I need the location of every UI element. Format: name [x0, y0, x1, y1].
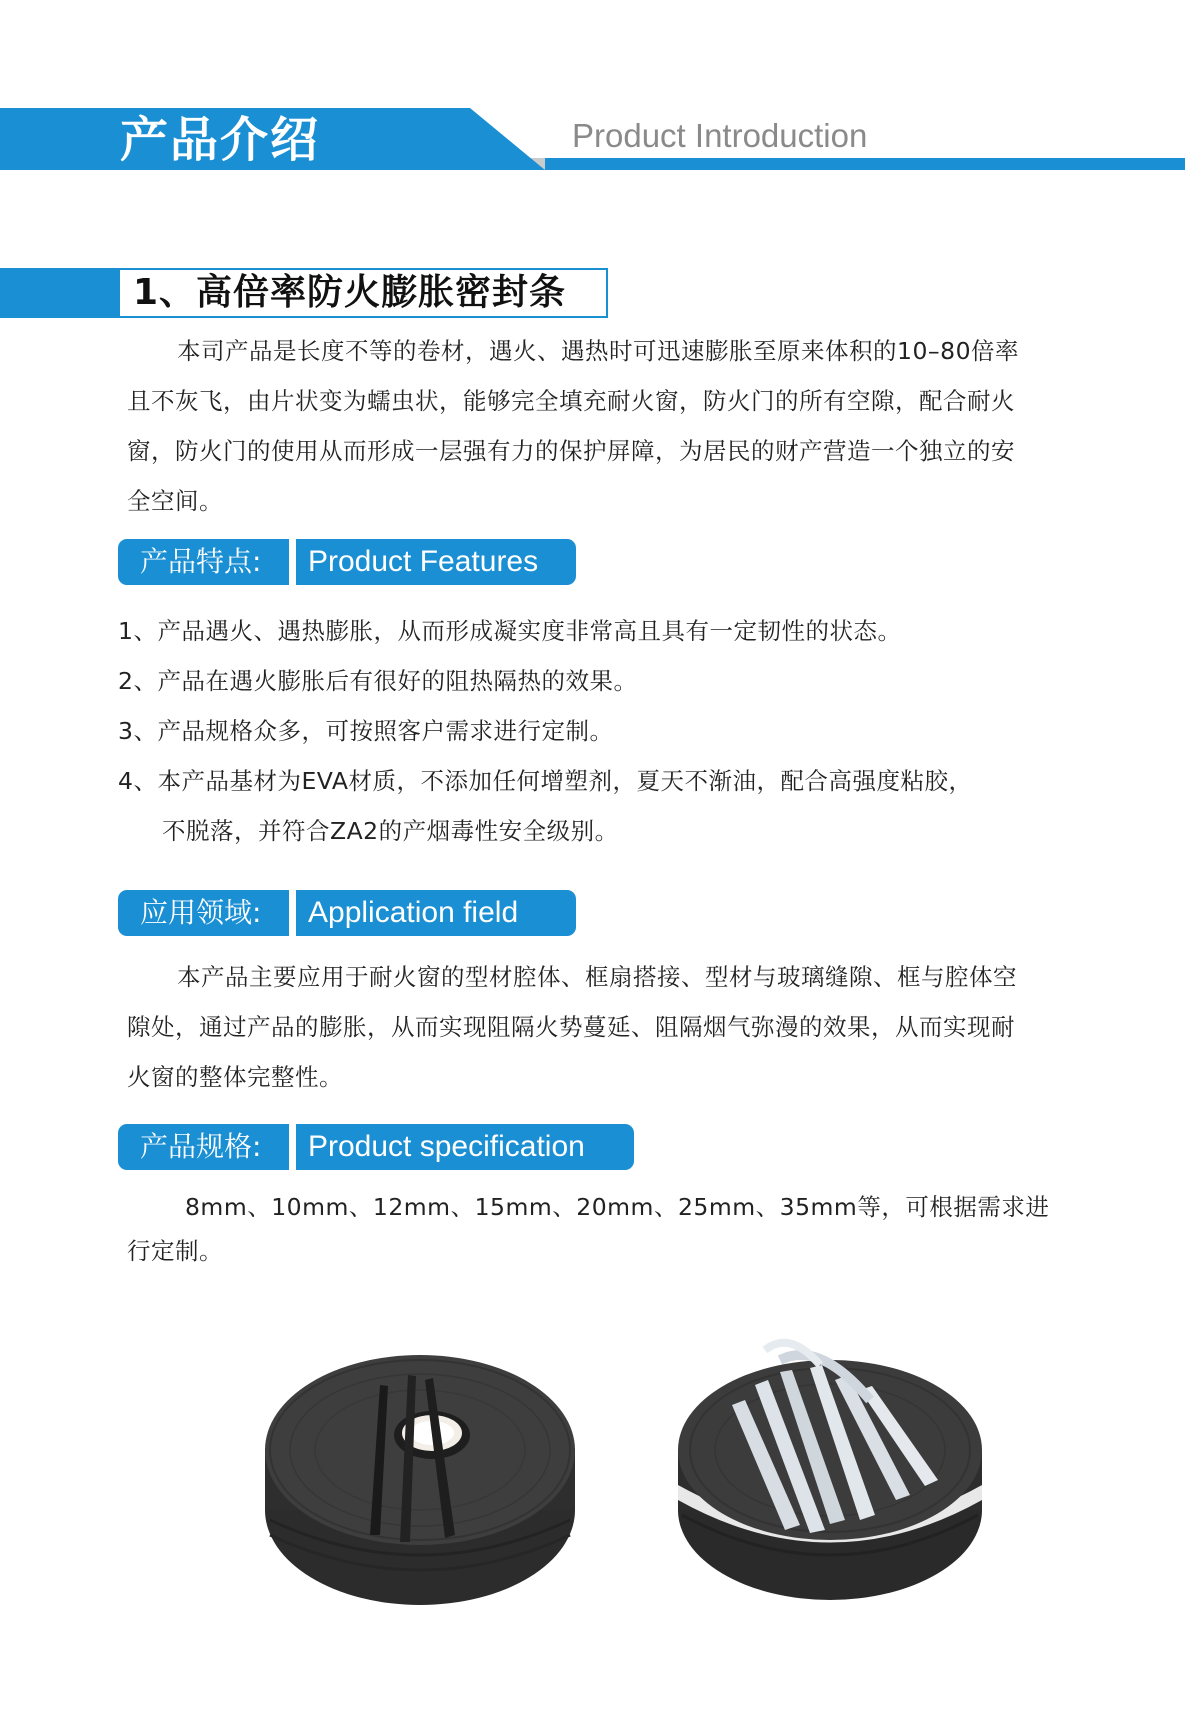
product-photo-white-strips — [670, 1320, 990, 1620]
features-label-en: Product Features — [296, 539, 576, 585]
product-photo-black-rolls — [260, 1330, 580, 1610]
intro-line: 窗，防火门的使用从而形成一层强有力的保护屏障，为居民的财产营造一个独立的安 — [127, 437, 1015, 465]
intro-line: 且不灰飞，由片状变为蠕虫状，能够完全填充耐火窗，防火门的所有空隙，配合耐火 — [127, 387, 1015, 415]
page-title-en: Product Introduction — [572, 117, 868, 154]
section-header — [0, 268, 610, 318]
application-line: 本产品主要应用于耐火窗的型材腔体、框扇搭接、型材与玻璃缝隙、框与腔体空 — [177, 963, 1017, 991]
features-label-cn: 产品特点: — [118, 539, 289, 585]
application-line: 隙处，通过产品的膨胀，从而实现阻隔火势蔓延、阻隔烟气弥漫的效果，从而实现耐 — [127, 1013, 1015, 1041]
banner-blue-stripe — [545, 158, 1185, 170]
feature-item: 3、产品规格众多，可按照客户需求进行定制。 — [118, 717, 614, 745]
application-label-cn: 应用领域: — [118, 890, 289, 936]
page-title-cn: 产品介绍 — [120, 112, 321, 168]
intro-paragraph — [127, 326, 1127, 526]
white-strip-roll-image — [670, 1320, 990, 1620]
specification-label-cn: 产品规格: — [118, 1124, 289, 1170]
section-header-stripe — [0, 268, 120, 318]
feature-item: 4、本产品基材为EVA材质，不添加任何增塑剂，夏天不渐油，配合高强度粘胶， — [118, 767, 973, 795]
feature-item: 2、产品在遇火膨胀后有很好的阻热隔热的效果。 — [118, 667, 638, 695]
section-title: 1、高倍率防火膨胀密封条 — [133, 272, 567, 313]
specification-line: 行定制。 — [127, 1237, 223, 1265]
application-label-en: Application field — [296, 890, 576, 936]
application-paragraph — [127, 952, 1127, 1102]
specification-line: 8mm、10mm、12mm、15mm、20mm、25mm、35mm等，可根据需求进 — [177, 1193, 1050, 1221]
features-list — [118, 606, 1138, 856]
feature-item: 1、产品遇火、遇热膨胀，从而形成凝实度非常高且具有一定韧性的状态。 — [118, 617, 902, 645]
feature-item: 不脱落，并符合ZA2的产烟毒性安全级别。 — [162, 817, 619, 845]
intro-line: 全空间。 — [127, 487, 223, 515]
application-line: 火窗的整体完整性。 — [127, 1063, 343, 1091]
intro-line: 本司产品是长度不等的卷材，遇火、遇热时可迅速膨胀至原来体积的10–80倍率 — [177, 337, 1020, 365]
specification-label-en: Product specification — [296, 1124, 634, 1170]
black-roll-image — [260, 1330, 580, 1610]
specification-paragraph — [127, 1185, 1127, 1273]
top-banner — [0, 108, 1185, 170]
